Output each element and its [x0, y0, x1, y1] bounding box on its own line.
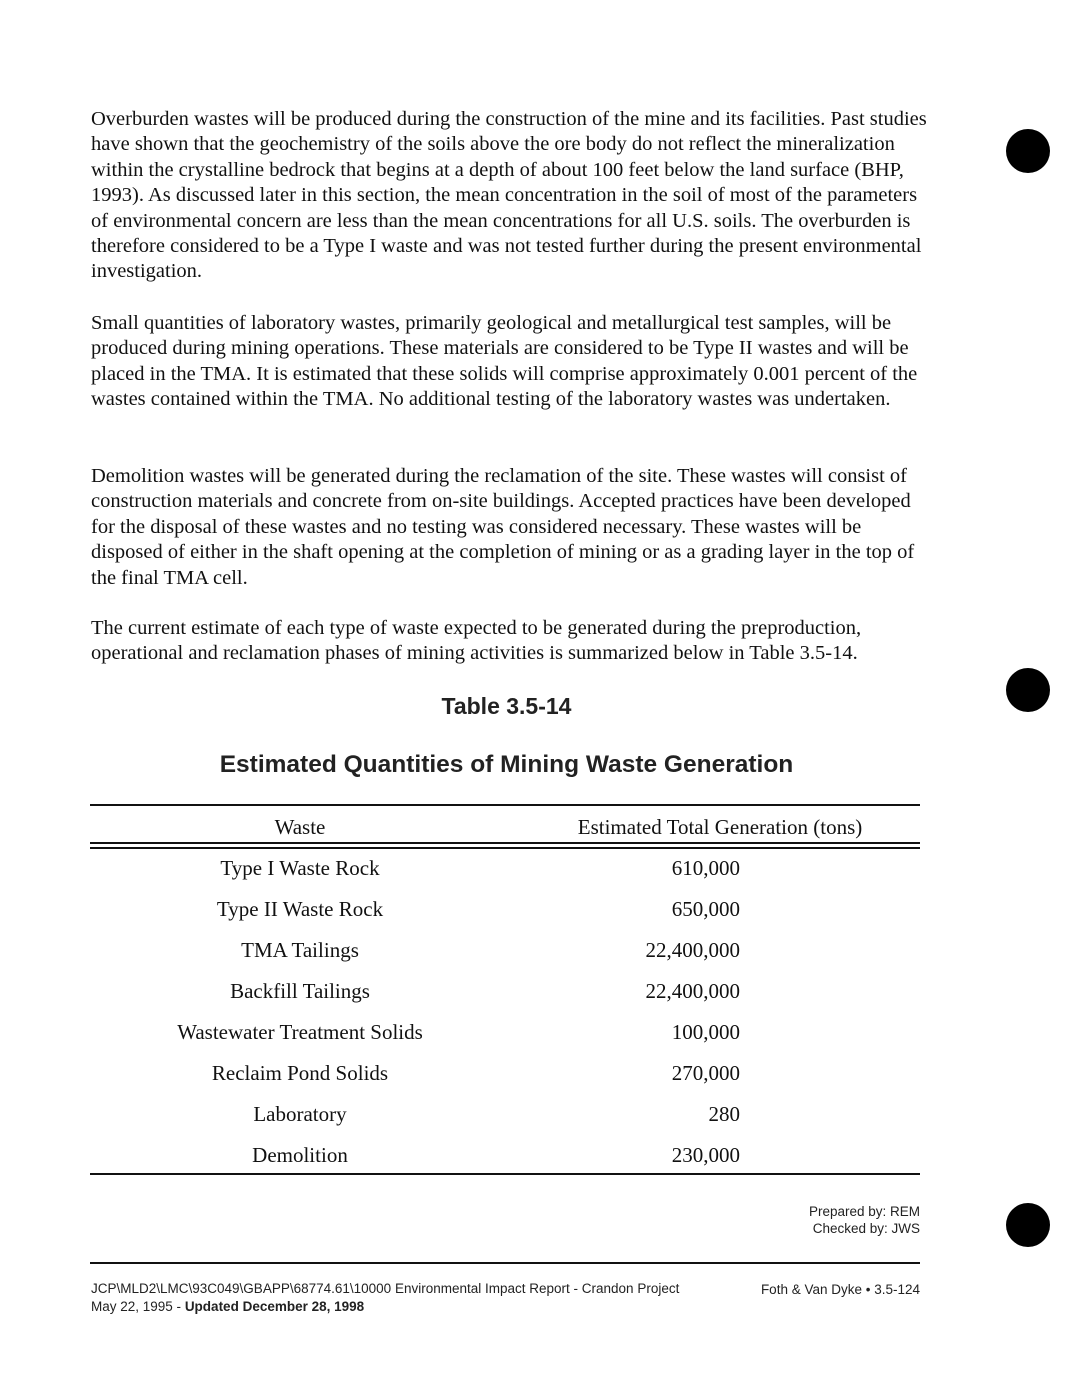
table-cell-waste: Reclaim Pond Solids: [211, 1061, 389, 1085]
paragraph-overburden: Overburden wastes will be produced during the construction of the mine and its facilities. Past studies have shown that the geochemistry of the soils above the ore body do not reflect the mineralization within the crystalline bedrock that begins at a depth of about 100 feet below the land surface (BHP, 1993). As discussed later in this section, the mean concentration in the soil of most of the parameters of environmental concern are less than the mean concentrations for all U.S. soils. The overburden is therefore considered to be a Type I waste and was not tested further during the present environmental investigation.: [91, 108, 927, 283]
table-cell-quantity: 280: [708, 1102, 740, 1126]
table-header-quantity: Estimated Total Generation (tons): [577, 815, 863, 839]
table-title: Estimated Quantities of Mining Waste Generation: [219, 751, 794, 778]
table-cell-quantity: 230,000: [671, 1143, 740, 1167]
table-bottom-rule: [90, 1173, 920, 1175]
paragraph-laboratory: Small quantities of laboratory wastes, primarily geological and metallurgical test samples, will be produced during mining operations. These materials are considered to be Type II wastes and will be placed in the TMA. It is estimated that these solids will comprise approximately 0.001 percent of the wastes contained within the TMA. No additional testing of the laboratory wastes was undertaken.: [91, 312, 918, 411]
table-cell-quantity: 610,000: [671, 856, 740, 880]
table-cell-quantity: 22,400,000: [645, 938, 740, 962]
table-cell-waste: Type I Waste Rock: [220, 856, 380, 880]
table-header-rule-second: [90, 847, 920, 849]
table-label: Table 3.5-14: [441, 693, 572, 719]
table-cell-quantity: 100,000: [671, 1020, 740, 1044]
table-header-rule: [90, 842, 920, 844]
table-top-rule: [90, 804, 920, 806]
table-header-waste: Waste: [274, 815, 326, 839]
footer-rule: [90, 1262, 920, 1264]
footer-report-title: Environmental Impact Report - Crandon Project: [394, 1281, 680, 1296]
table-cell-quantity: 650,000: [671, 897, 740, 921]
table-cell-quantity: 22,400,000: [645, 979, 740, 1003]
paragraph-summary: The current estimate of each type of waste expected to be generated during the preproduction, operational and reclamation phases of mining activities is summarized below in Table 3.5-14.: [91, 617, 862, 665]
punch-hole-bottom: [1006, 1203, 1050, 1247]
table-cell-waste: Wastewater Treatment Solids: [177, 1020, 423, 1044]
table-cell-quantity: 270,000: [671, 1061, 740, 1085]
table-cell-waste: TMA Tailings: [241, 938, 359, 962]
table-cell-waste: Demolition: [252, 1143, 348, 1167]
table-cell-waste: Backfill Tailings: [230, 979, 370, 1003]
footer-page-info: Foth & Van Dyke • 3.5-124: [760, 1282, 920, 1297]
footer-updated: Updated December 28, 1998: [184, 1299, 365, 1314]
footer-date: May 22, 1995 -: [91, 1299, 185, 1314]
footer-path: JCP\MLD2\LMC\93C049\GBAPP\68774.61\10000: [91, 1281, 392, 1296]
table-cell-waste: Laboratory: [253, 1102, 347, 1126]
checked-by: Checked by: JWS: [812, 1221, 920, 1236]
footer-left: [91, 1280, 679, 1316]
paragraph-demolition: Demolition wastes will be generated during the reclamation of the site. These wastes will consist of construction materials and concrete from on-site buildings. Accepted practices have been developed for the disposal of these wastes and no testing was considered necessary. These wastes will be disposed of either in the shaft opening at the completion of mining or as a grading layer in the top of the final TMA cell.: [91, 465, 915, 589]
punch-hole-middle: [1006, 668, 1050, 712]
punch-hole-top: [1006, 129, 1050, 173]
table-cell-waste: Type II Waste Rock: [216, 897, 384, 921]
prepared-by: Prepared by: REM: [808, 1204, 920, 1219]
prepared-checked-block: [809, 1203, 920, 1237]
